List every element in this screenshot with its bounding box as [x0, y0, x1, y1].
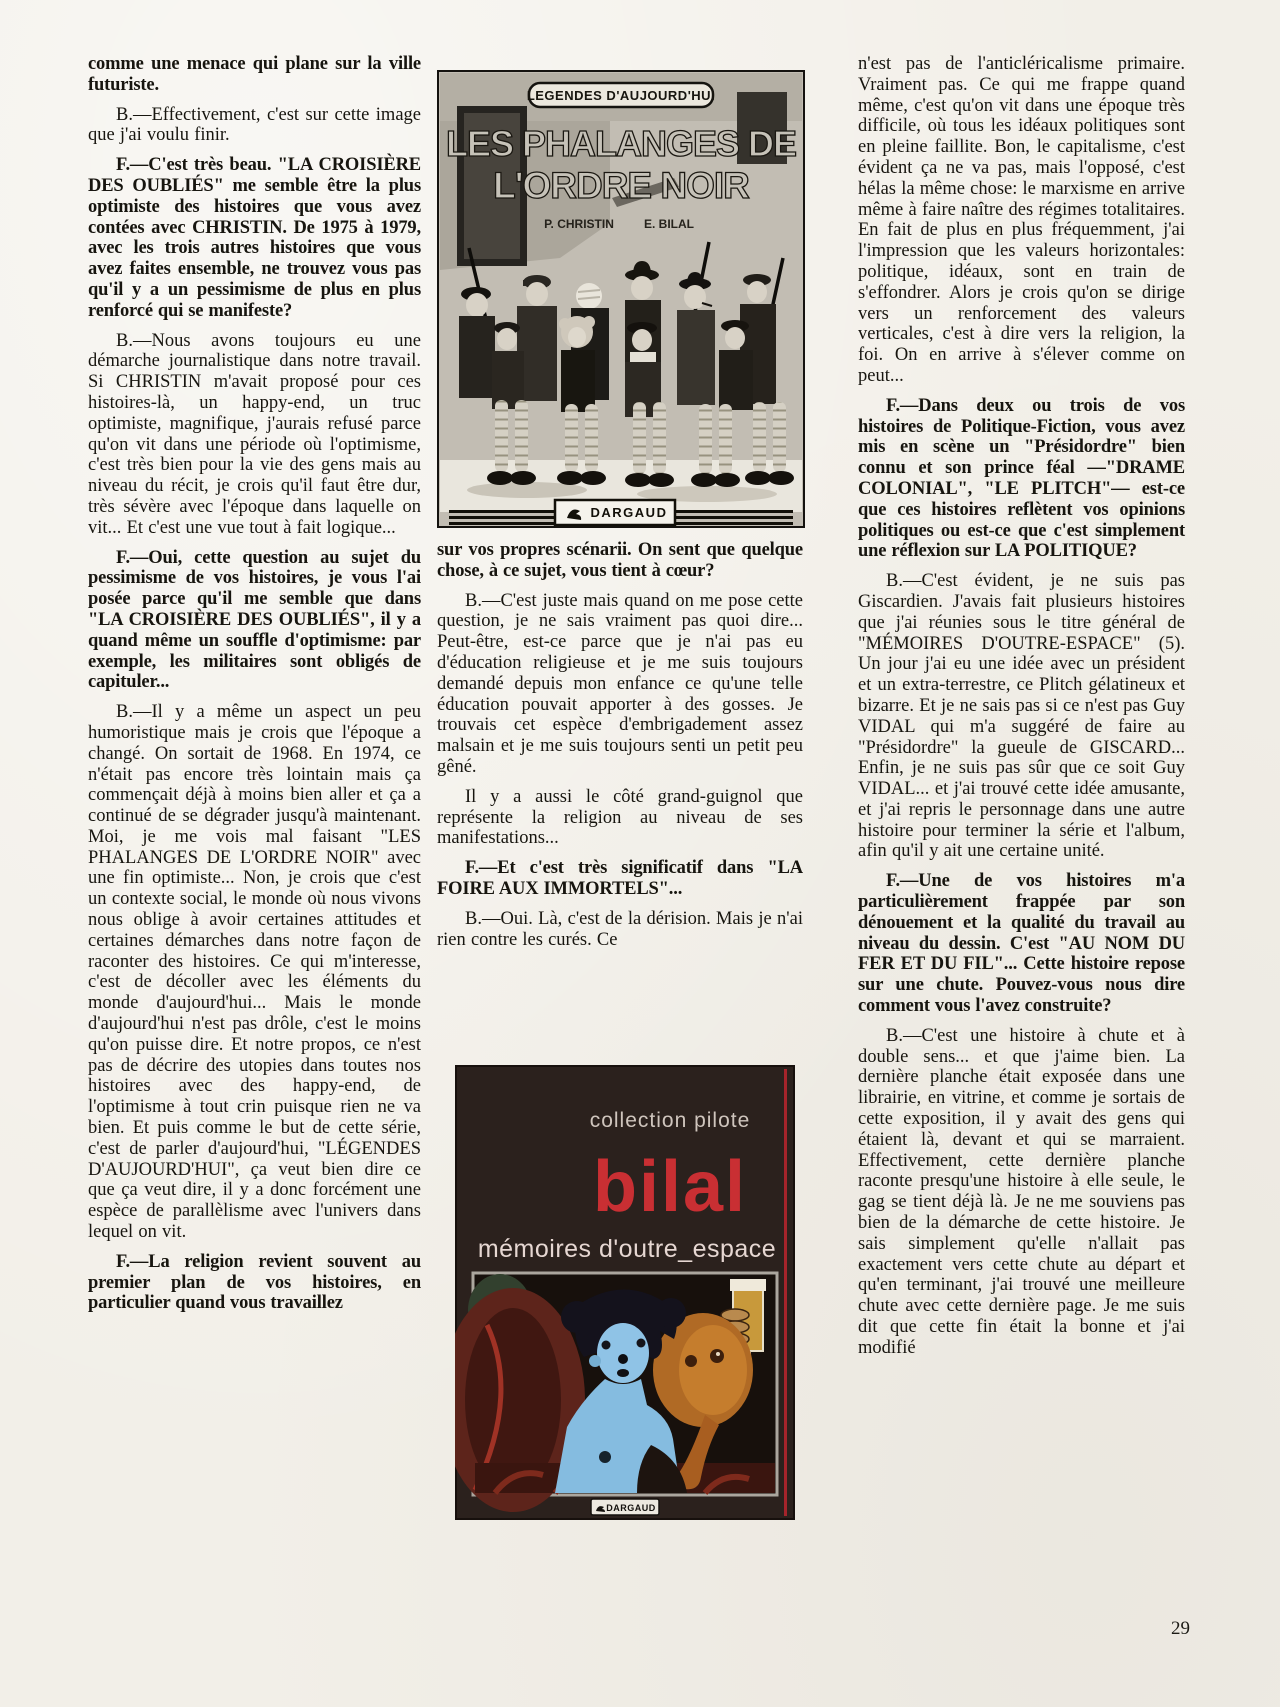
cover-title: [446, 123, 796, 206]
paragraph: comme une menace qui plane sur la ville futuriste.: [88, 54, 421, 95]
paragraph: B.—Effectivement, c'est sur cette image que j'ai voulu finir.: [88, 104, 421, 146]
column-middle: [437, 70, 803, 1513]
svg-text:DARGAUD: DARGAUD: [606, 1503, 656, 1513]
page-number: 29: [1171, 1618, 1190, 1639]
album-title: mémoires d'outre_espace: [477, 1235, 777, 1263]
svg-text:E. BILAL: E. BILAL: [644, 217, 694, 231]
paragraph: F.—Dans deux ou trois de vos histoires de Politique-Fiction, vous avez mis en scène un "Présidordre" bien connu et son prince féal —"DRAME COLONIAL", "LE PLITCH"— est-ce que ces histoires reflètent vos opinions politiques ou est-ce que c'est simplement une réflexion sur LA POLITIQUE?: [858, 395, 1185, 562]
paragraph: F.—Oui, cette question au sujet du pessimisme de vos histoires, je vous l'ai posée parce qu'il me semble que dans "LA CROISIÈRE DES OUBLIÉS", il y a quand même un souffle d'optimisme: par exemple, les militaires sont obligés de capituler...: [88, 547, 421, 693]
column-left: [88, 54, 421, 1323]
column-middle-text: [437, 540, 803, 950]
cover-les-phalanges-de-l-ordre-noir: [437, 70, 803, 528]
collection-label: collection pilote: [589, 1109, 751, 1132]
cover-memoires-d-outre-espace: [455, 1065, 795, 1520]
paragraph: B.—C'est évident, je ne suis pas Giscardien. J'avais fait plusieurs histoires que j'ai réunies sous le titre général de "MÉMOIRES D'OUTRE-ESPACE" (5). Un jour j'ai eu une idée avec un président et un extra-terrestre, ce Plitch gélatineux et bizarre. Et je ne sais pas si ce n'est pas Guy VIDAL qui m'a suggéré de faire au "Présidordre" la gueule de GISCARD... Enfin, je ne suis pas sûr que ce soit Guy VIDAL... et j'ai trouvé cette idée amusante, et j'ai repris le personnage dans une autre histoire pour terminer la série et l'album, afin qu'il y ait une certaine unité.: [858, 571, 1185, 862]
paragraph: F.—C'est très beau. "LA CROISIÈRE DES OUBLIÉS" me semble être la plus optimiste des histoires que vous avez contées avec CHRISTIN. De 1975 à 1979, avec les trois autres histoires que vous avez faites ensemble, ne trouvez vous pas qu'il y a un pessimisme de plus en plus renforcé qui se manifeste?: [88, 155, 421, 321]
svg-text:LES PHALANGES DE: LES PHALANGES DE: [445, 123, 797, 164]
publisher-logo-dargaud-small: [591, 1499, 659, 1515]
paragraph: sur vos propres scénarii. On sent que quelque chose, à ce sujet, vous tient à cœur?: [437, 540, 803, 581]
series-banner: [527, 83, 715, 107]
svg-text:LEGENDES D'AUJOURD'HUI: LEGENDES D'AUJOURD'HUI: [526, 88, 716, 103]
paragraph: Il y a aussi le côté grand-guignol que représente la religion au niveau de ses manifestations...: [437, 786, 803, 849]
paragraph: F.—Et c'est très significatif dans "LA FOIRE AUX IMMORTELS"...: [437, 858, 803, 899]
paragraph: B.—Nous avons toujours eu une démarche journalistique dans notre travail. Si CHRISTIN m'avait proposé pour ces histoires-là, un happy-end, un truc optimiste, magnifique, j'aurais refusé parce qu'on vit dans une période où l'optimisme, c'est très bien pour la vie des gens mais au niveau du récit, je crois qu'il faut être dur, très sévère avec l'époque dans laquelle on vit... Et c'est une vue tout à fait logique...: [88, 330, 421, 538]
paragraph: B.—C'est une histoire à chute et à double sens... et que j'aime bien. La dernière planche était exposée dans une librairie, en vitrine, et comme je sortais de cette exposition, il y avait des gens qui étaient là, devant et qui se marraient. Effectivement, cette dernière planche raconte presqu'une histoire à elle seule, le gag se tient déjà là. Je ne me souviens pas bien de la démarche de cette histoire. Je sais simplement qu'elle n'allait pas exactement vers cette chute au départ et qu'en terminant, j'ai trouvé une meilleure chute avec cette dernière page. Je me suis dit que cette fin était la bonne et j'ai modifié: [858, 1025, 1185, 1358]
svg-text:DARGAUD: DARGAUD: [590, 505, 668, 520]
paragraph: B.—Oui. Là, c'est de la dérision. Mais je n'ai rien contre les curés. Ce: [437, 908, 803, 950]
author-name: bilal: [592, 1147, 748, 1227]
paragraph: F.—Une de vos histoires m'a particulièrement frappée par son dénouement et la qualité du travail au niveau du dessin. C'est "AU NOM DU FER ET DU FIL"... Cette histoire repose sur une chute. Pouvez-vous nous dire comment vous l'avez construite?: [858, 871, 1185, 1017]
paragraph: B.—Il y a même un aspect un peu humoristique mais je crois que l'époque a changé. On sortait de 1968. En 1974, ce n'était pas encore très lointain mais ça commençait déjà à moins bien aller et ça a continué de se dégrader jusqu'à maintenant. Moi, je me vois mal faisant "LES PHALANGES DE L'ORDRE NOIR" avec une fin optimiste... Non, je crois que c'est un contexte social, le monde où nous vivons nous oblige à avoir certaines attitudes et certaines démarches dans notre façon de raconter des histoires. Ce qui m'interesse, c'est de décoller avec les éléments du monde d'aujourd'hui... Mais le monde d'aujourd'hui n'est pas drôle, c'est le moins qu'on puisse dire. Et notre propos, ce n'est pas de décrire des utopies dans toutes nos histoires avec des happy-end, de l'optimisme à tout crin puisque rien ne va bien. Et puis comme le but de cette série, c'est de parler d'aujourd'hui, "LÉGENDES D'AUJOURD'HUI", ça veut bien dire ce que ça veut dire, il y a donc forcément une espèce de parallèlisme avec l'univers dans lequel on vit.: [88, 702, 421, 1243]
paragraph: n'est pas de l'anticléricalisme primaire. Vraiment pas. Ce qui me frappe quand même, c'est qu'on vit dans une époque très difficile, où tous les idéaux politiques sont en pleine faillite. Bon, le capitalisme, c'est évident ça ne va pas, mais l'opposé, c'est hélas la même chose: le marxisme en arrive même à faire naître des régimes totalitaires. En fait de plus en plus fréquemment, j'ai l'impression que les valeurs horizontales: politique, idéaux, sont en train de s'effondrer. Alors je crois qu'on se dirige vers un renforcement des valeurs verticales, c'est à dire vers la religion, la foi. On en arrive à s'élever comme on peut...: [858, 54, 1185, 386]
svg-text:P. CHRISTIN: P. CHRISTIN: [544, 217, 614, 231]
paragraph: F.—La religion revient souvent au premier plan de vos histoires, en particulier quand vous travaillez: [88, 1251, 421, 1314]
publisher-logo-dargaud: [555, 500, 675, 525]
column-right: [858, 54, 1185, 1368]
svg-text:L'ORDRE NOIR: L'ORDRE NOIR: [493, 165, 749, 206]
cover-artwork: [455, 1273, 777, 1512]
paragraph: B.—C'est juste mais quand on me pose cette question, je ne sais vraiment pas quoi dire... Peut-être, est-ce parce que je n'ai pas eu d'éducation religieuse et je me suis toujours demandé depuis mon enfance ce qu'une telle éducation pouvait apporter à des gosses. Je trouvais cet espèce d'embrigadement assez malsain et je me suis toujours senti un petit peu gêné.: [437, 590, 803, 777]
